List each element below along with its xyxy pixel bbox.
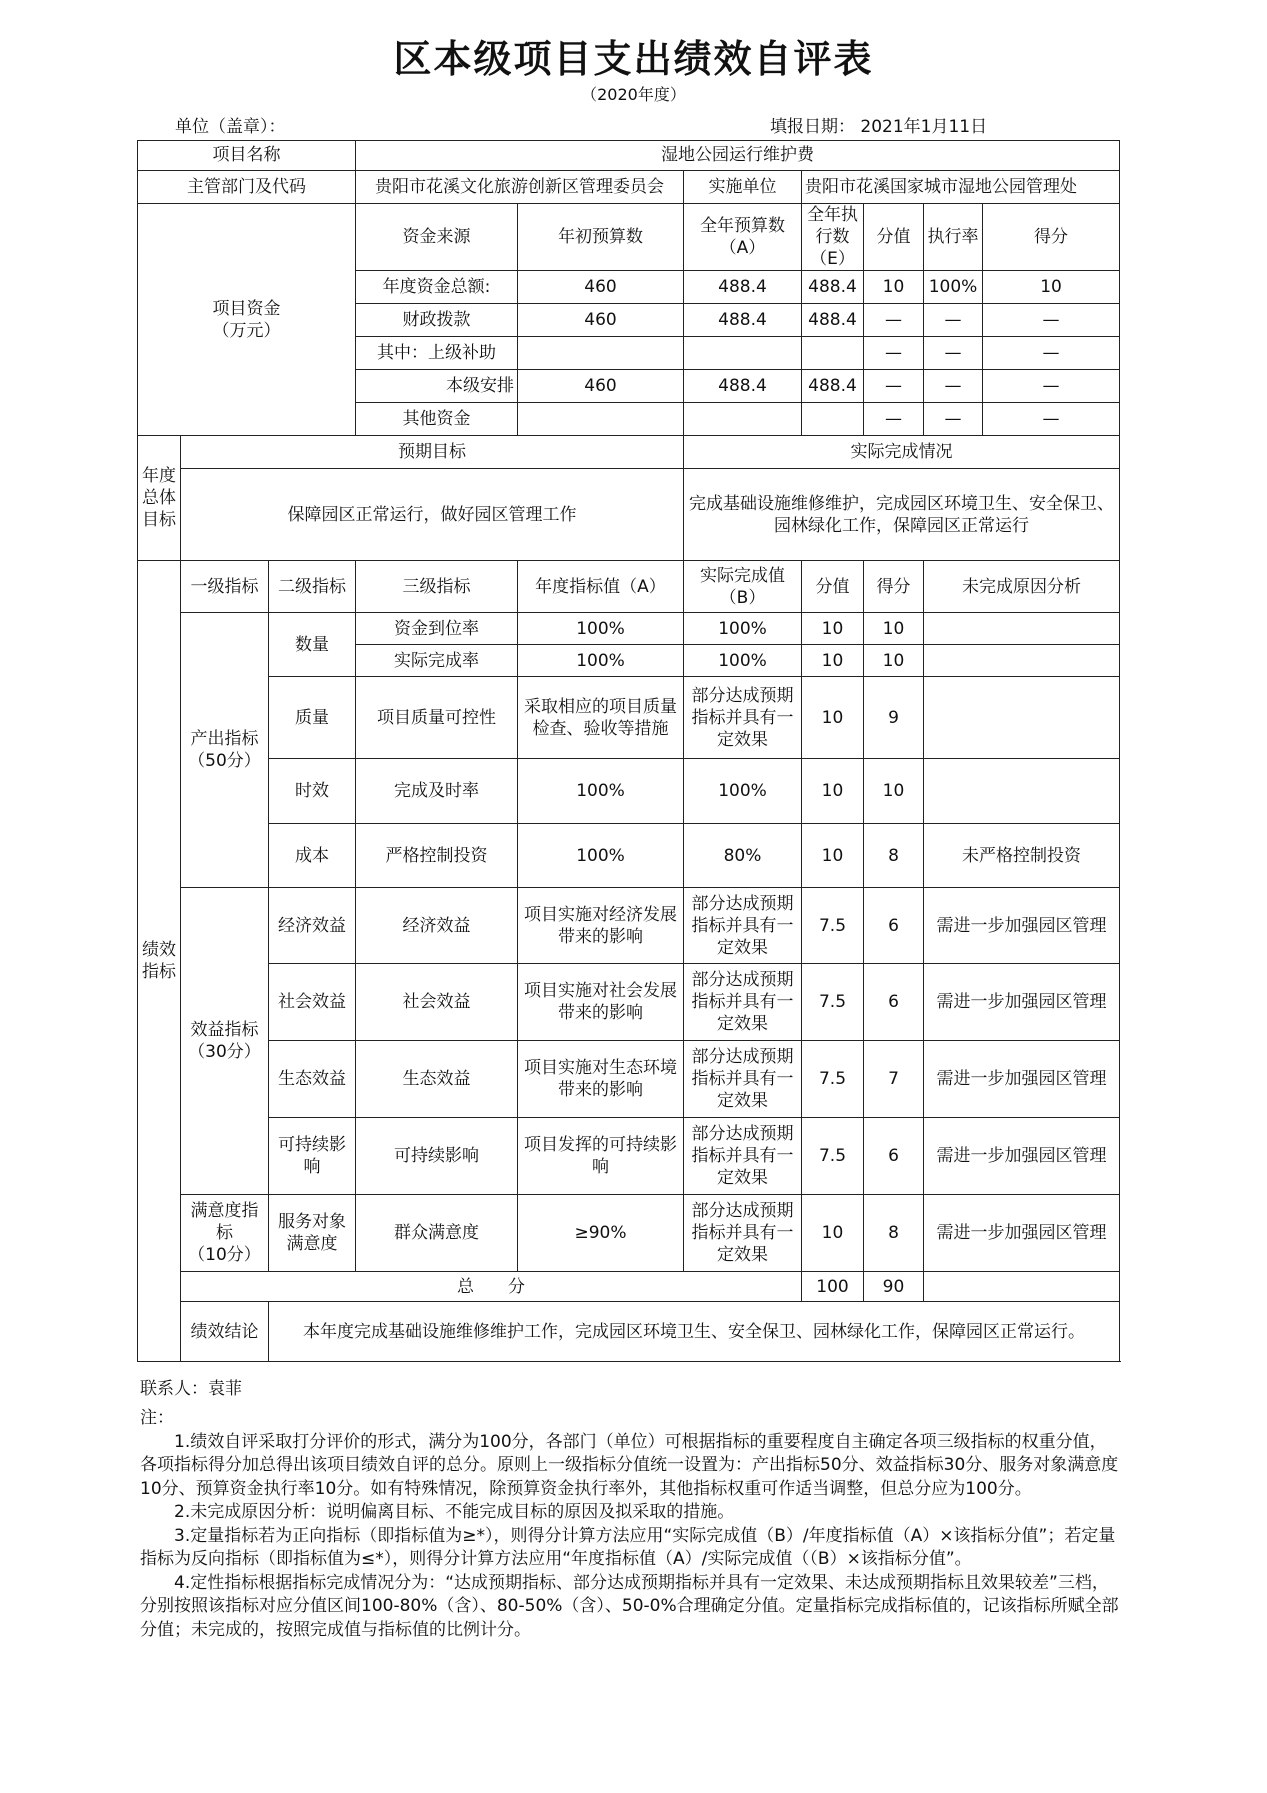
note-item: 1.绩效自评采取打分评价的形式，满分为100分，各部门（单位）可根据指标的重要程度自主确定各项三级指标的权重分值，各项指标得分加总得出该项目绩效自评的总分。原则上一级指标分值统一设置为：产出指标50分、效益指标30分、服务对象满意度10分、预算资金执行率10分。如有特殊情况，除预算资金执行率外，其他指标权重可作适当调整，但总分应为100分。	[140, 1431, 1119, 1499]
funds-cell: 年度资金总额:	[356, 271, 518, 304]
funds-header: 执行率	[924, 204, 983, 271]
score-value: 7.5	[802, 1041, 864, 1118]
l3-indicator: 完成及时率	[356, 759, 518, 824]
score-value: 10	[802, 677, 864, 759]
funds-cell	[684, 403, 802, 436]
expected-goal: 保障园区正常运行，做好园区管理工作	[181, 469, 684, 561]
reason-value	[924, 613, 1120, 645]
funds-header: 资金来源	[356, 204, 518, 271]
funds-cell	[802, 403, 864, 436]
funds-cell	[684, 337, 802, 370]
reason-value: 需进一步加强园区管理	[924, 888, 1120, 964]
conclusion-text: 本年度完成基础设施维修维护工作，完成园区环境卫生、安全保卫、园林绿化工作，保障园区正常运行。	[269, 1302, 1120, 1362]
target-value: 项目实施对生态环境带来的影响	[518, 1041, 684, 1118]
note-item: 2.未完成原因分析：说明偏离目标、不能完成目标的原因及拟采取的措施。	[174, 1502, 735, 1523]
funds-cell: —	[864, 370, 924, 403]
actual-value: 部分达成预期指标并具有一定效果	[684, 964, 802, 1041]
date-label: 填报日期：	[770, 117, 855, 137]
funds-cell: —	[983, 337, 1120, 370]
got-value: 8	[864, 1195, 924, 1272]
satisfaction-indicator-label: 满意度指标 （10分）	[181, 1195, 269, 1272]
funds-cell: —	[864, 403, 924, 436]
dept-value: 贵阳市花溪文化旅游创新区管理委员会	[356, 171, 684, 204]
funds-header: 年初预算数	[518, 204, 684, 271]
got-value: 7	[864, 1041, 924, 1118]
funds-cell: —	[924, 370, 983, 403]
target-value: 100%	[518, 824, 684, 888]
target-value: 100%	[518, 645, 684, 677]
got-value: 9	[864, 677, 924, 759]
funds-cell: 460	[518, 370, 684, 403]
actual-value: 100%	[684, 645, 802, 677]
reason-value: 需进一步加强园区管理	[924, 1041, 1120, 1118]
funds-cell: 10	[864, 271, 924, 304]
actual-value: 部分达成预期指标并具有一定效果	[684, 1118, 802, 1195]
funds-header: 得分	[983, 204, 1120, 271]
reason-value: 需进一步加强园区管理	[924, 1118, 1120, 1195]
l2-indicator: 可持续影响	[269, 1118, 356, 1195]
score-value: 10	[802, 824, 864, 888]
date-value: 2021年1月11日	[860, 117, 988, 137]
l3-indicator: 生态效益	[356, 1041, 518, 1118]
target-value: 项目实施对社会发展带来的影响	[518, 964, 684, 1041]
impl-value: 贵阳市花溪国家城市湿地公园管理处	[802, 171, 1120, 204]
l2-indicator: 时效	[269, 759, 356, 824]
funds-header: 全年预算数（A）	[684, 204, 802, 271]
got-value: 6	[864, 964, 924, 1041]
actual-value: 部分达成预期指标并具有一定效果	[684, 888, 802, 964]
funds-cell: —	[924, 337, 983, 370]
actual-value: 100%	[684, 759, 802, 824]
indicator-header: 一级指标	[181, 561, 269, 613]
unit-label: 单位（盖章）：	[175, 117, 286, 137]
got-value: 6	[864, 888, 924, 964]
l2-indicator: 成本	[269, 824, 356, 888]
indicator-header: 得分	[864, 561, 924, 613]
actual-value: 80%	[684, 824, 802, 888]
total-blank	[924, 1272, 1120, 1302]
total-label: 总 分	[181, 1272, 802, 1302]
l3-indicator: 项目质量可控性	[356, 677, 518, 759]
l2-indicator: 生态效益	[269, 1041, 356, 1118]
reason-value	[924, 677, 1120, 759]
notes-section	[140, 1378, 1122, 1642]
notes-heading: 注：	[140, 1408, 174, 1429]
l3-indicator: 社会效益	[356, 964, 518, 1041]
got-value: 8	[864, 824, 924, 888]
indicator-header: 实际完成值（B）	[684, 561, 802, 613]
score-value: 10	[802, 1195, 864, 1272]
funds-cell: 488.4	[684, 271, 802, 304]
note-item: 4.定性指标根据指标完成情况分为：“达成预期指标、部分达成预期指标并具有一定效果、未达成预期指标且效果较差”三档，分别按照该指标对应分值区间100-80%（含）、80-50%（含）、50-0%合理确定分值。定量指标完成指标值的，记该指标所赋全部分值；未完成的，按照完成值与指标值的比例计分。	[140, 1572, 1119, 1640]
funds-cell: 100%	[924, 271, 983, 304]
funds-cell: 488.4	[802, 271, 864, 304]
funds-cell: 488.4	[684, 304, 802, 337]
funds-cell: 10	[983, 271, 1120, 304]
funds-label: 项目资金 （万元）	[138, 204, 356, 436]
funds-cell	[518, 403, 684, 436]
score-value: 10	[802, 759, 864, 824]
indicator-header: 未完成原因分析	[924, 561, 1120, 613]
project-name-label: 项目名称	[138, 141, 356, 171]
l3-indicator: 实际完成率	[356, 645, 518, 677]
funds-cell: 488.4	[684, 370, 802, 403]
funds-cell: —	[924, 304, 983, 337]
score-value: 7.5	[802, 964, 864, 1041]
benefit-indicator-label: 效益指标 （30分）	[181, 888, 269, 1195]
page-title: 区本级项目支出绩效自评表	[393, 37, 874, 81]
output-indicator-label: 产出指标 （50分）	[181, 613, 269, 888]
conclusion-label: 绩效结论	[181, 1302, 269, 1362]
expected-goal-header: 预期目标	[181, 436, 684, 469]
actual-value: 部分达成预期指标并具有一定效果	[684, 677, 802, 759]
got-value: 10	[864, 613, 924, 645]
actual-goal: 完成基础设施维修维护，完成园区环境卫生、安全保卫、园林绿化工作，保障园区正常运行	[684, 469, 1120, 561]
funds-cell: 488.4	[802, 370, 864, 403]
l3-indicator: 严格控制投资	[356, 824, 518, 888]
funds-cell: 460	[518, 304, 684, 337]
total-score: 100	[802, 1272, 864, 1302]
funds-cell: 488.4	[802, 304, 864, 337]
l3-indicator: 群众满意度	[356, 1195, 518, 1272]
page-subtitle: （2020年度）	[581, 85, 686, 104]
reason-value: 需进一步加强园区管理	[924, 1195, 1120, 1272]
reason-value: 需进一步加强园区管理	[924, 964, 1120, 1041]
funds-cell: —	[864, 337, 924, 370]
reason-value: 未严格控制投资	[924, 824, 1120, 888]
funds-cell: —	[924, 403, 983, 436]
l3-indicator: 资金到位率	[356, 613, 518, 645]
target-value: 100%	[518, 613, 684, 645]
funds-cell	[518, 337, 684, 370]
score-value: 10	[802, 613, 864, 645]
dept-label: 主管部门及代码	[138, 171, 356, 204]
funds-cell: 460	[518, 271, 684, 304]
funds-cell: —	[983, 370, 1120, 403]
funds-cell: —	[983, 403, 1120, 436]
l2-indicator: 数量	[269, 613, 356, 677]
project-name-value: 湿地公园运行维护费	[356, 141, 1120, 171]
l3-indicator: 经济效益	[356, 888, 518, 964]
total-got: 90	[864, 1272, 924, 1302]
funds-cell: 其中：上级补助	[356, 337, 518, 370]
goal-label: 年度总体目标	[138, 436, 181, 561]
funds-cell: —	[864, 304, 924, 337]
reason-value	[924, 759, 1120, 824]
l2-indicator: 社会效益	[269, 964, 356, 1041]
funds-cell	[802, 337, 864, 370]
got-value: 10	[864, 645, 924, 677]
score-value: 7.5	[802, 1118, 864, 1195]
evaluation-table	[137, 140, 1120, 1362]
impl-label: 实施单位	[684, 171, 802, 204]
note-item: 3.定量指标若为正向指标（即指标值为≥*），则得分计算方法应用“实际完成值（B）/年度指标值（A）×该指标分值”；若定量指标为反向指标（即指标值为≤*），则得分计算方法应用“年度指标值（A）/实际完成值（（B）×该指标分值”。	[140, 1525, 1116, 1570]
funds-cell: 其他资金	[356, 403, 518, 436]
target-value: ≥90%	[518, 1195, 684, 1272]
funds-cell: 财政拨款	[356, 304, 518, 337]
actual-value: 部分达成预期指标并具有一定效果	[684, 1041, 802, 1118]
target-value: 项目实施对经济发展带来的影响	[518, 888, 684, 964]
indicator-header: 二级指标	[269, 561, 356, 613]
l2-indicator: 质量	[269, 677, 356, 759]
score-value: 10	[802, 645, 864, 677]
funds-cell: —	[983, 304, 1120, 337]
got-value: 10	[864, 759, 924, 824]
l3-indicator: 可持续影响	[356, 1118, 518, 1195]
funds-cell: 本级安排	[356, 370, 518, 403]
indicator-header: 年度指标值（A）	[518, 561, 684, 613]
actual-goal-header: 实际完成情况	[684, 436, 1120, 469]
target-value: 100%	[518, 759, 684, 824]
l2-indicator: 服务对象满意度	[269, 1195, 356, 1272]
indicators-label: 绩效指标	[138, 561, 181, 1362]
score-value: 7.5	[802, 888, 864, 964]
indicator-header: 分值	[802, 561, 864, 613]
actual-value: 100%	[684, 613, 802, 645]
funds-header: 全年执行数（E）	[802, 204, 864, 271]
funds-header: 分值	[864, 204, 924, 271]
l2-indicator: 经济效益	[269, 888, 356, 964]
got-value: 6	[864, 1118, 924, 1195]
target-value: 采取相应的项目质量检查、验收等措施	[518, 677, 684, 759]
target-value: 项目发挥的可持续影响	[518, 1118, 684, 1195]
contact: 联系人：袁菲	[140, 1379, 242, 1399]
reason-value	[924, 645, 1120, 677]
fill-date	[770, 112, 987, 137]
indicator-header: 三级指标	[356, 561, 518, 613]
actual-value: 部分达成预期指标并具有一定效果	[684, 1195, 802, 1272]
